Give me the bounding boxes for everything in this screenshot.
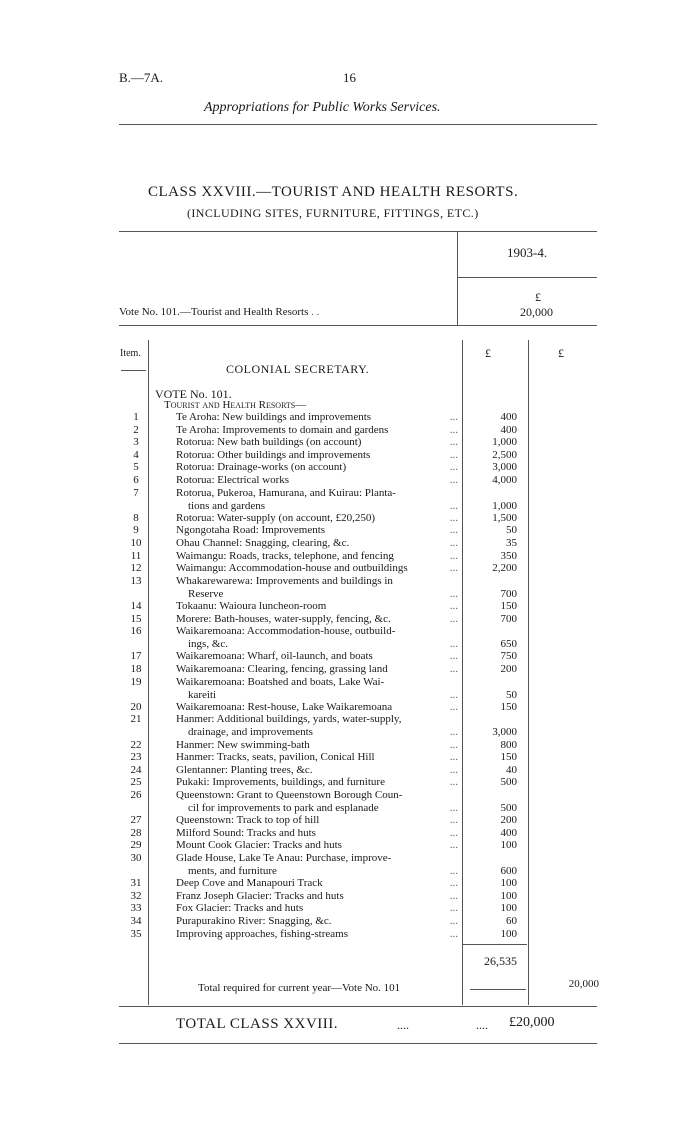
item-description: Purapurakino River: Snagging, &c. — [176, 915, 332, 927]
item-description: Morere: Bath-houses, water-supply, fencing, &c. — [176, 613, 391, 625]
summary-currency: £ — [535, 290, 541, 304]
item-amount: 650 — [500, 638, 517, 650]
item-number: 27 — [130, 814, 142, 826]
item-amount: 35 — [506, 537, 517, 549]
leader-dots: ... — [449, 449, 458, 461]
item-number: 14 — [130, 600, 142, 612]
leader-dots: ... — [449, 701, 458, 713]
item-number: 15 — [130, 613, 142, 625]
total-required-amount: 20,000 — [568, 978, 599, 990]
item-description: Franz Joseph Glacier: Tracks and huts — [176, 890, 344, 902]
class-total-amount: £20,000 — [509, 1015, 555, 1030]
item-amount: 500 — [500, 802, 517, 814]
leader-dots: ... — [449, 500, 458, 512]
leader-dots: ... — [449, 739, 458, 751]
leader-dots: ... — [449, 411, 458, 423]
class-total-leader-2: .... — [476, 1018, 488, 1032]
item-amount: 4,000 — [492, 474, 517, 486]
item-number: 18 — [130, 663, 142, 675]
item-number: 30 — [130, 852, 142, 864]
item-description: Fox Glacier: Tracks and huts — [176, 902, 304, 914]
item-amount: 500 — [500, 776, 517, 788]
subtotal-rule — [463, 944, 527, 945]
item-description: ings, &c. — [188, 638, 229, 650]
item-header-underline — [121, 370, 146, 371]
page-number: 16 — [343, 70, 356, 85]
amount-column-currency: £ — [485, 346, 491, 360]
item-description: Reserve — [188, 588, 224, 600]
leader-dots: ... — [449, 890, 458, 902]
item-number: 24 — [130, 764, 142, 776]
vote-label-text: Vote No. 101.—Tourist and Health Resorts — [119, 306, 309, 318]
item-description: Tokaanu: Waioura luncheon-room — [176, 600, 327, 612]
item-number: 22 — [130, 739, 142, 751]
item-number: 23 — [130, 751, 142, 763]
item-number: 34 — [130, 915, 142, 927]
vote-heading: VOTE No. 101. — [155, 387, 232, 401]
leader-dots: ... — [449, 814, 458, 826]
item-description: Rotorua: Water-supply (on account, £20,250) — [176, 512, 376, 524]
item-number: 33 — [130, 902, 142, 914]
item-number: 20 — [130, 701, 142, 713]
subtotal-amount: 26,535 — [484, 954, 517, 968]
total-column-currency: £ — [558, 346, 564, 360]
item-description: cil for improvements to park and esplanade — [188, 802, 379, 814]
item-amount: 50 — [506, 689, 517, 701]
item-number: 35 — [130, 928, 142, 940]
item-amount: 60 — [506, 915, 517, 927]
item-number: 17 — [130, 650, 142, 662]
item-description: Ngongotaha Road: Improvements — [176, 524, 326, 536]
item-amount: 750 — [500, 650, 517, 662]
leader-dots: ... — [449, 537, 458, 549]
total-required-text: Total required for current year—Vote No. 101 — [198, 982, 401, 994]
item-number: 32 — [130, 890, 142, 902]
leader-dots: ... — [449, 915, 458, 927]
item-number: 13 — [130, 575, 142, 587]
item-description: Rotorua: Other buildings and improvements — [176, 449, 371, 461]
summary-top-rule — [119, 231, 597, 232]
item-amount: 100 — [500, 877, 517, 889]
item-description: Waikaremoana: Clearing, fencing, grassing land — [176, 663, 388, 675]
item-amount: 100 — [500, 928, 517, 940]
summary-divider — [457, 231, 458, 325]
item-number: 29 — [130, 839, 142, 851]
leader-dots: ... — [449, 726, 458, 738]
class-total-leader-1: .... — [397, 1018, 409, 1032]
item-amount: 200 — [500, 663, 517, 675]
total-connector-rule — [470, 989, 526, 990]
item-amount: 2,500 — [492, 449, 517, 461]
leader-dots: ... — [449, 827, 458, 839]
header-rule — [119, 124, 597, 125]
leader-dots: ... — [449, 613, 458, 625]
leader-dots: ... — [449, 588, 458, 600]
summary-year: 1903-4. — [507, 245, 548, 260]
item-number: 11 — [130, 550, 142, 562]
item-description: Waimangu: Accommodation-house and outbuildings — [176, 562, 408, 574]
amount-column-divider — [528, 340, 529, 1005]
item-amount: 400 — [500, 827, 517, 839]
leader-dots: ... — [449, 512, 458, 524]
item-amount: 350 — [500, 550, 517, 562]
item-description: Improving approaches, fishing-streams — [176, 928, 348, 940]
item-amount: 3,000 — [492, 461, 517, 473]
item-description: Rotorua: New bath buildings (on account) — [176, 436, 362, 448]
item-description: Waikaremoana: Accommodation-house, outbuild- — [176, 625, 396, 637]
leader-dots: ... — [449, 802, 458, 814]
item-description: Te Aroha: Improvements to domain and gardens — [176, 424, 389, 436]
item-amount: 700 — [500, 588, 517, 600]
summary-bottom-rule — [119, 325, 597, 326]
leader-dots: ... — [449, 461, 458, 473]
item-number: 25 — [130, 776, 142, 788]
item-description: Whakarewarewa: Improvements and buildings in — [176, 575, 393, 587]
item-description: Waimangu: Roads, tracks, telephone, and fencing — [176, 550, 394, 562]
item-number: 1 — [133, 411, 139, 423]
leader-dots: ... — [449, 524, 458, 536]
item-amount: 150 — [500, 751, 517, 763]
item-amount: 150 — [500, 600, 517, 612]
leader-dots: ... — [449, 663, 458, 675]
vote-label: Vote No. 101.—Tourist and Health Resorts . . — [119, 306, 320, 318]
item-number: 5 — [133, 461, 139, 473]
item-description: Queenstown: Track to top of hill — [176, 814, 320, 826]
summary-year-rule — [457, 277, 597, 278]
table-bottom-rule — [119, 1006, 597, 1007]
item-amount: 50 — [506, 524, 517, 536]
item-amount: 200 — [500, 814, 517, 826]
item-number: 28 — [130, 827, 142, 839]
item-number: 10 — [130, 537, 142, 549]
item-description: Glentanner: Planting trees, &c. — [176, 764, 313, 776]
leader-dots: ... — [449, 776, 458, 788]
item-description: Milford Sound: Tracks and huts — [176, 827, 316, 839]
item-description: Hanmer: Tracks, seats, pavilion, Conical Hill — [176, 751, 375, 763]
item-description: Waikaremoana: Rest-house, Lake Waikaremoana — [176, 701, 393, 713]
leader-dots: ... — [449, 600, 458, 612]
item-number: 9 — [133, 524, 139, 536]
item-number: 8 — [133, 512, 139, 524]
item-description: Pukaki: Improvements, buildings, and furniture — [176, 776, 385, 788]
item-description: tions and gardens — [188, 500, 265, 512]
item-description: Rotorua: Drainage-works (on account) — [176, 461, 347, 473]
item-description: Rotorua, Pukeroa, Hamurana, and Kuirau: Planta- — [176, 487, 396, 499]
item-number: 3 — [133, 436, 139, 448]
item-number: 19 — [130, 676, 142, 688]
vote-amount: 20,000 — [520, 305, 553, 319]
item-description: Te Aroha: New buildings and improvements — [176, 411, 372, 423]
item-description: Ohau Channel: Snagging, clearing, &c. — [176, 537, 350, 549]
leader-dots: ... — [449, 562, 458, 574]
item-description: Mount Cook Glacier: Tracks and huts — [176, 839, 342, 851]
item-number: 21 — [130, 713, 142, 725]
item-description: Deep Cove and Manapouri Track — [176, 877, 323, 889]
item-amount: 150 — [500, 701, 517, 713]
class-subheading: (INCLUDING SITES, FURNITURE, FITTINGS, ETC.) — [187, 206, 479, 220]
class-heading: CLASS XXVIII.—TOURIST AND HEALTH RESORTS. — [148, 184, 519, 200]
item-amount: 2,200 — [492, 562, 517, 574]
item-amount: 600 — [500, 865, 517, 877]
leader-dots: ... — [449, 839, 458, 851]
leader-dots: ... — [449, 474, 458, 486]
item-number: 4 — [133, 449, 139, 461]
leader-dots: ... — [449, 877, 458, 889]
page-title: Appropriations for Public Works Services. — [204, 100, 441, 115]
item-amount: 100 — [500, 839, 517, 851]
leader-dots: ... — [449, 865, 458, 877]
item-description: drainage, and improvements — [188, 726, 313, 738]
item-number: 16 — [130, 625, 142, 637]
item-column-header: Item. — [120, 348, 141, 359]
item-number: 6 — [133, 474, 139, 486]
item-amount: 1,000 — [492, 500, 517, 512]
leader-dots: ... — [449, 550, 458, 562]
item-description: ments, and furniture — [188, 865, 277, 877]
item-number: 12 — [130, 562, 142, 574]
item-amount: 400 — [500, 424, 517, 436]
leader-dots: ... — [449, 928, 458, 940]
leader-dots: ... — [449, 764, 458, 776]
leader-dots: ... — [449, 689, 458, 701]
class-total-label: TOTAL CLASS XXVIII. — [176, 1016, 339, 1032]
item-amount: 1,000 — [492, 436, 517, 448]
item-amount: 400 — [500, 411, 517, 423]
item-number: 7 — [133, 487, 139, 499]
leader-dots: ... — [449, 424, 458, 436]
document-reference: B.—7A. — [119, 70, 164, 85]
item-description: Glade House, Lake Te Anau: Purchase, improve- — [176, 852, 392, 864]
item-amount: 100 — [500, 890, 517, 902]
leader-dots: ... — [449, 638, 458, 650]
item-amount: 1,500 — [492, 512, 517, 524]
item-amount: 800 — [500, 739, 517, 751]
total-required-label — [198, 982, 400, 994]
leader-dots: ... — [449, 751, 458, 763]
item-description: kareiti — [188, 689, 217, 701]
item-amount: 3,000 — [492, 726, 517, 738]
item-amount: 700 — [500, 613, 517, 625]
footer-rule — [119, 1043, 597, 1044]
item-description: Rotorua: Electrical works — [176, 474, 290, 486]
leader-dots: ... — [449, 650, 458, 662]
item-amount: 100 — [500, 902, 517, 914]
leader-dots: ... — [449, 436, 458, 448]
item-number: 31 — [130, 877, 142, 889]
item-number: 26 — [130, 789, 142, 801]
item-description: Queenstown: Grant to Queenstown Borough Coun- — [176, 789, 403, 801]
department-heading: COLONIAL SECRETARY. — [226, 362, 370, 376]
item-description: Hanmer: Additional buildings, yards, water-supply, — [176, 713, 402, 725]
item-number: 2 — [133, 424, 139, 436]
leader-dots: ... — [449, 902, 458, 914]
item-description: Hanmer: New swimming-bath — [176, 739, 310, 751]
item-description: Waikaremoana: Boatshed and boats, Lake Wai- — [176, 676, 385, 688]
section-subheading: Tourist and Health Resorts— — [164, 399, 307, 411]
item-description: Waikaremoana: Wharf, oil-launch, and boats — [176, 650, 373, 662]
item-amount: 40 — [506, 764, 517, 776]
